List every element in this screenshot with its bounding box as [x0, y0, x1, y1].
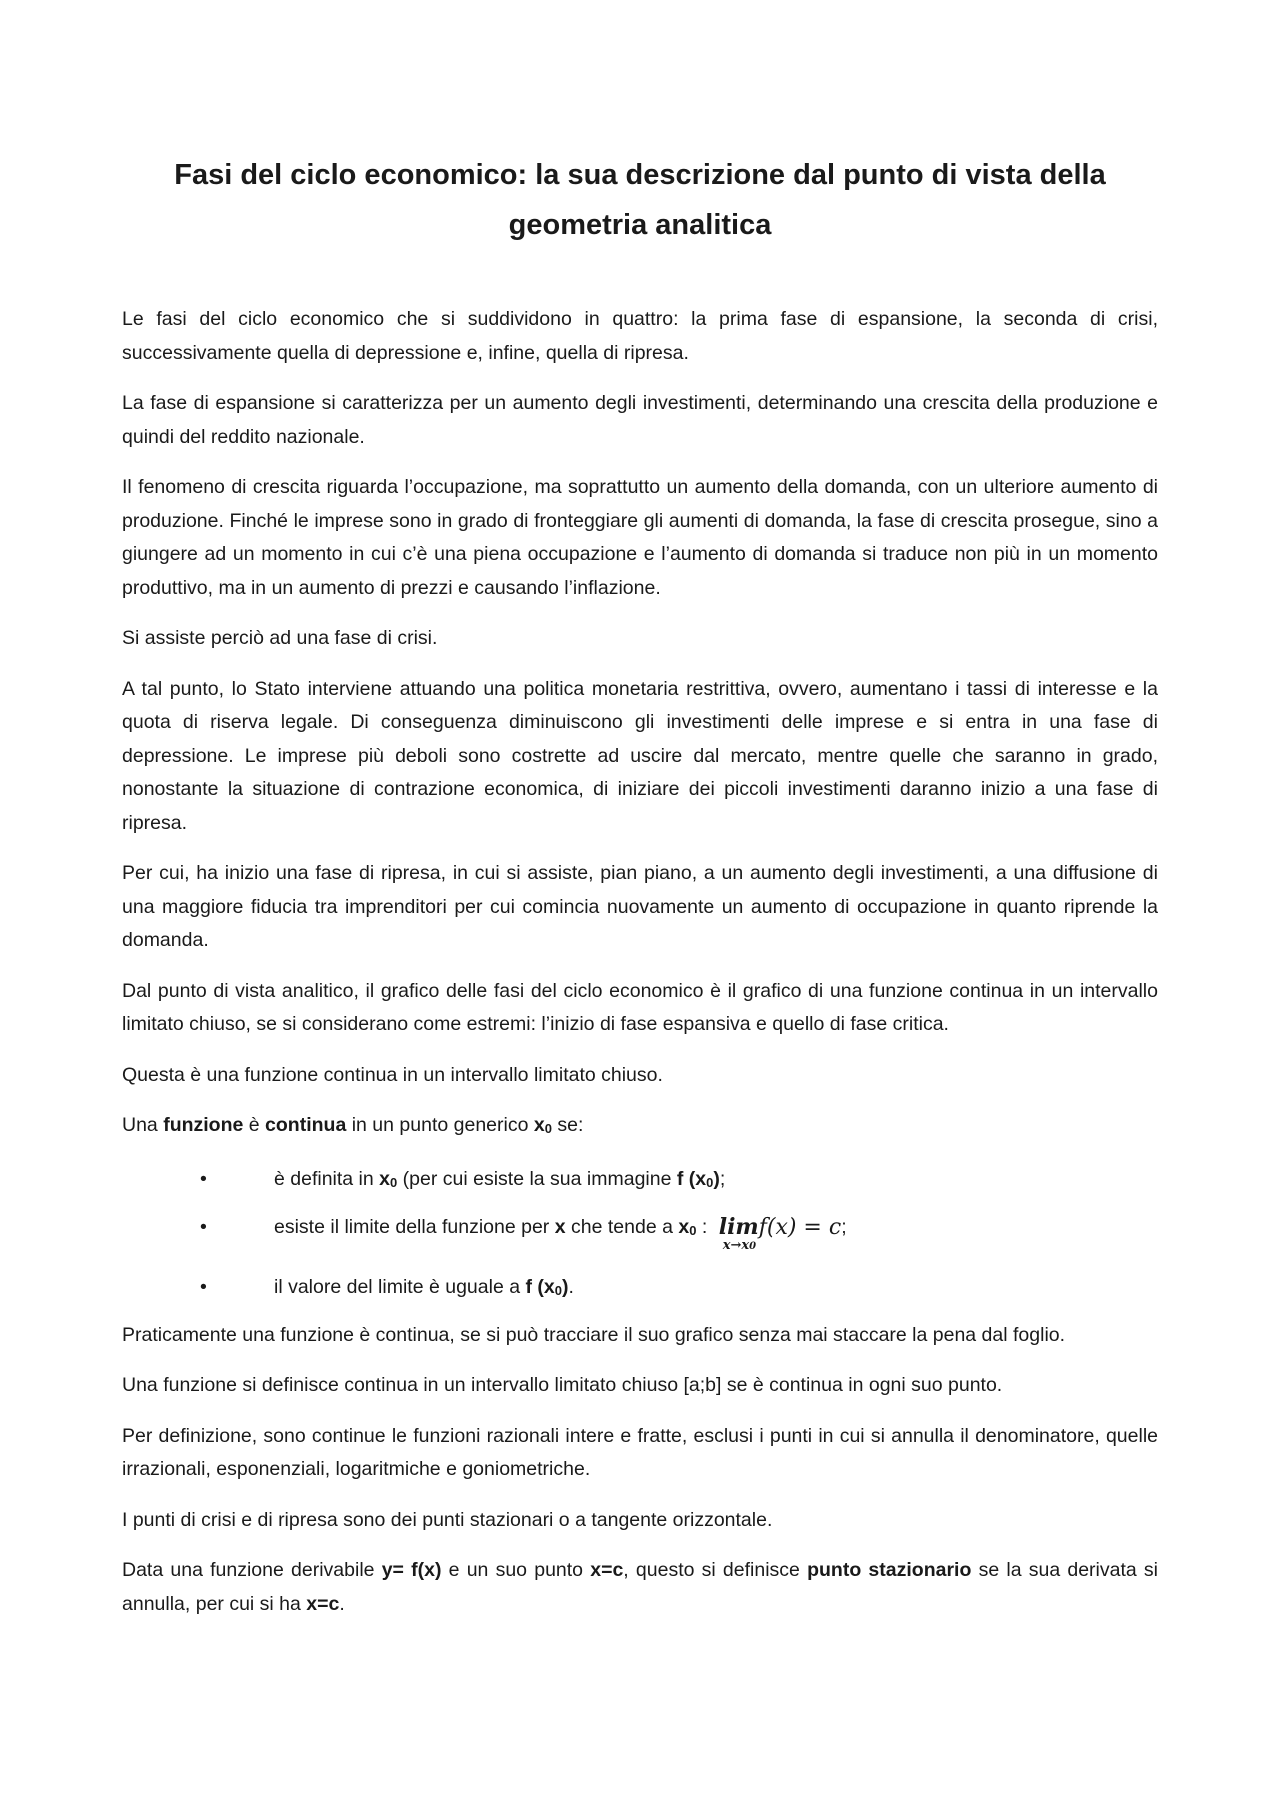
list-item-limit-exists: • esiste il limite della funzione per x che tende a x0 : lim x→x0 f(x) = c;: [122, 1211, 1158, 1261]
bullet-icon: •: [200, 1215, 207, 1238]
formula-y-fx: y= f(x): [381, 1559, 442, 1581]
document-body: [122, 303, 1158, 1638]
symbol-x0: x0: [533, 1114, 552, 1136]
limit-formula: lim x→x0 f(x) = c: [718, 1213, 842, 1253]
continuity-conditions-list: [122, 1163, 1158, 1307]
paragraph-continuity-definition: Una funzione è continua in un punto generico x0 se:: [122, 1114, 584, 1136]
paragraph-phases-intro: Le fasi del ciclo economico che si suddividono in quattro: la prima fase di espansione, la seconda di crisi, successivamente quella di depressione e, infine, quella di ripresa.: [122, 308, 1158, 364]
symbol-x0: x0: [379, 1167, 398, 1190]
bullet-icon: •: [200, 1167, 207, 1190]
formula-x-c: x=c: [590, 1559, 624, 1581]
paragraph-recovery: Per cui, ha inizio una fase di ripresa, in cui si assiste, pian piano, a un aumento degli investimenti, a una diffusione di una maggiore fiducia tra imprenditori per cui comincia nuovamente un aumento di occupazione in quanto riprende la domanda.: [122, 862, 1158, 951]
paragraph-growth: Il fenomeno di crescita riguarda l’occupazione, ma soprattutto un aumento della domanda, con un ulteriore aumento di produzione. Finché le imprese sono in grado di fronteggiare gli aumenti di domanda, la fase di crescita prosegue, sino a giungere ad un momento in cui c’è una piena occupazione e l’aumento di domanda si traduce non più in un momento produttivo, ma in un aumento di prezzi e causando l’inflazione.: [122, 476, 1158, 599]
symbol-x0: x0: [678, 1215, 697, 1238]
limit-subscript: x→x0: [722, 1237, 757, 1253]
title-line-2: geometria analitica: [508, 209, 772, 241]
symbol-x: x: [554, 1215, 566, 1238]
paragraph-continuous-functions-list: Per definizione, sono continue le funzioni razionali intere e fratte, esclusi i punti in cui si annulla il denominatore, quelle irrazionali, esponenziali, logaritmiche e goniometriche.: [122, 1424, 1158, 1480]
paragraph-continuous-function: Questa è una funzione continua in un intervallo limitato chiuso.: [122, 1063, 663, 1086]
bullet-icon: •: [200, 1275, 207, 1298]
page-title: [150, 150, 1130, 250]
term-punto-stazionario: punto stazionario: [807, 1559, 972, 1581]
paragraph-stationary-definition: Data una funzione derivabile y= f(x) e un suo punto x=c, questo si definisce punto stazionario se la sua derivata si annulla, per cui si ha x=c.: [122, 1559, 1159, 1615]
title-line-1: Fasi del ciclo economico: la sua descrizione dal punto di vista della: [174, 159, 1106, 191]
paragraph-analytic-view: Dal punto di vista analitico, il grafico delle fasi del ciclo economico è il grafico di una funzione continua in un intervallo limitato chiuso, se si considerano come estremi: l’inizio di fase espansiva e quello di fase critica.: [122, 979, 1158, 1035]
paragraph-practical-continuity: Praticamente una funzione è continua, se si può tracciare il suo grafico senza mai staccare la pena dal foglio.: [122, 1323, 1066, 1346]
paragraph-interval-continuity: Una funzione si definisce continua in un intervallo limitato chiuso [a;b] se è continua in ogni suo punto.: [122, 1374, 1003, 1396]
term-continua: continua: [265, 1114, 347, 1136]
paragraph-expansion: La fase di espansione si caratterizza per un aumento degli investimenti, determinando una crescita della produzione e quindi del reddito nazionale.: [122, 392, 1158, 448]
paragraph-depression: A tal punto, lo Stato interviene attuando una politica monetaria restrittiva, ovvero, aumentano i tassi di interesse e la quota di riserva legale. Di conseguenza diminuiscono gli investimenti delle imprese e si entra in una fase di depressione. Le imprese più deboli sono costrette ad uscire dal mercato, mentre quelle che saranno in grado, nonostante la situazione di contrazione economica, di iniziare dei piccoli investimenti daranno inizio a una fase di ripresa.: [122, 677, 1158, 834]
symbol-f-x0: f (x0): [676, 1167, 720, 1190]
term-funzione: funzione: [163, 1114, 244, 1136]
list-item-defined: • è definita in x0 (per cui esiste la sua immagine f (x0);: [122, 1163, 1158, 1199]
symbol-f-x0: f (x0): [525, 1275, 569, 1298]
formula-x-c: x=c: [306, 1592, 340, 1615]
paragraph-stationary-points: I punti di crisi e di ripresa sono dei punti stazionari o a tangente orizzontale.: [122, 1508, 773, 1531]
list-item-limit-equals: • il valore del limite è uguale a f (x0).: [122, 1271, 1158, 1307]
paragraph-crisis: Si assiste perciò ad una fase di crisi.: [122, 627, 438, 649]
